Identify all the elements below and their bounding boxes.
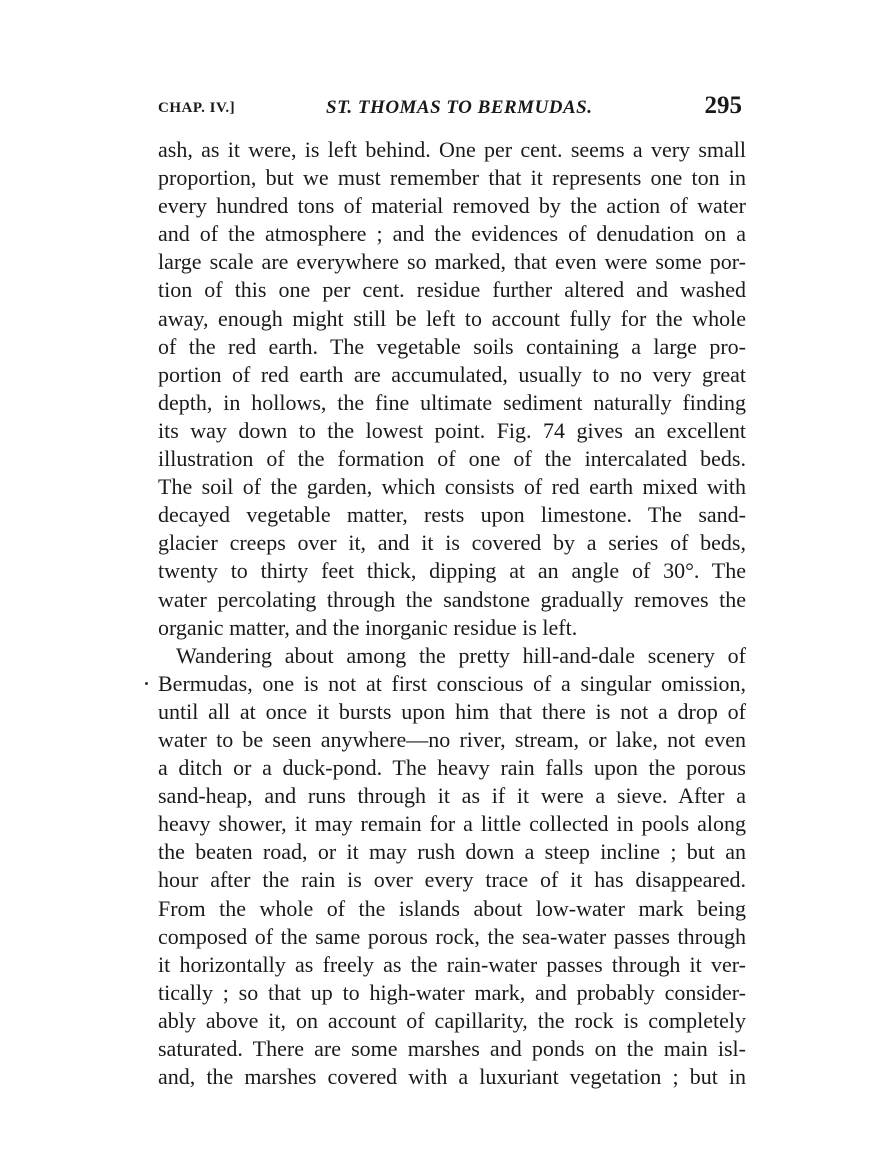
text-line: From the whole of the islands about low-water mark being [158, 895, 746, 921]
text-line: proportion, but we must remember that it represents one ton in [158, 165, 746, 191]
text-line: of the red earth. The vegetable soils containing a large pro- [158, 333, 746, 359]
text-line: and, the marshes covered with a luxuriant vegetation ; but in [158, 1064, 746, 1090]
text-line: The soil of the garden, which consists of red earth mixed with [158, 474, 746, 500]
text-line: composed of the same porous rock, the sea-water passes through [158, 923, 746, 949]
text-line: every hundred tons of material removed by the action of water [158, 193, 746, 219]
text-line: tically ; so that up to high-water mark, and probably consider- [158, 979, 746, 1005]
text-line: water percolating through the sandstone gradually removes the [158, 586, 746, 612]
text-line: Wandering about among the pretty hill-and-dale scenery of [176, 642, 746, 668]
text-line: decayed vegetable matter, rests upon limestone. The sand- [158, 502, 746, 528]
text-line: hour after the rain is over every trace of it has disappeared. [158, 867, 746, 893]
text-line: its way down to the lowest point. Fig. 74 gives an excellent [158, 417, 746, 443]
text-line: depth, in hollows, the fine ultimate sediment naturally finding [158, 389, 746, 415]
text-line: portion of red earth are accumulated, usually to no very great [158, 361, 746, 387]
text-line: away, enough might still be left to account fully for the whole [158, 305, 746, 331]
text-line: until all at once it bursts upon him that there is not a drop of [158, 698, 746, 724]
text-line: water to be seen anywhere—no river, stream, or lake, not even [158, 726, 746, 752]
text-line: ably above it, on account of capillarity, the rock is completely [158, 1007, 746, 1033]
text-line: Bermudas, one is not at first conscious of a singular omission, [158, 670, 746, 696]
paragraph-2 [158, 642, 746, 1092]
paragraph-1 [158, 136, 746, 642]
text-line: organic matter, and the inorganic residue is left. [158, 614, 578, 640]
text-line: ash, as it were, is left behind. One per cent. seems a very small [158, 137, 746, 162]
text-line: large scale are everywhere so marked, that even were some por- [158, 249, 746, 275]
text-line: and of the atmosphere ; and the evidences of denudation on a [158, 221, 746, 247]
body-text [158, 136, 746, 1091]
margin-speck [145, 682, 148, 685]
text-line: the beaten road, or it may rush down a steep incline ; but an [158, 839, 746, 865]
running-head [158, 92, 742, 126]
text-line: it horizontally as freely as the rain-water passes through it ver- [158, 951, 746, 977]
page-number: 295 [704, 92, 742, 119]
text-line: twenty to thirty feet thick, dipping at an angle of 30°. The [158, 558, 746, 584]
text-line: saturated. There are some marshes and ponds on the main isl- [158, 1036, 746, 1061]
text-line: tion of this one per cent. residue further altered and washed [158, 277, 746, 303]
text-line: heavy shower, it may remain for a little collected in pools along [158, 811, 746, 837]
text-line: sand-heap, and runs through it as if it were a sieve. After a [158, 783, 746, 809]
text-line: illustration of the formation of one of the intercalated beds. [158, 446, 746, 472]
text-line: a ditch or a duck-pond. The heavy rain falls upon the porous [158, 755, 746, 781]
running-title: ST. THOMAS TO BERMUDAS. [326, 97, 593, 118]
chapter-label: CHAP. IV.] [158, 100, 236, 116]
text-line: glacier creeps over it, and it is covered by a series of beds, [158, 530, 746, 556]
